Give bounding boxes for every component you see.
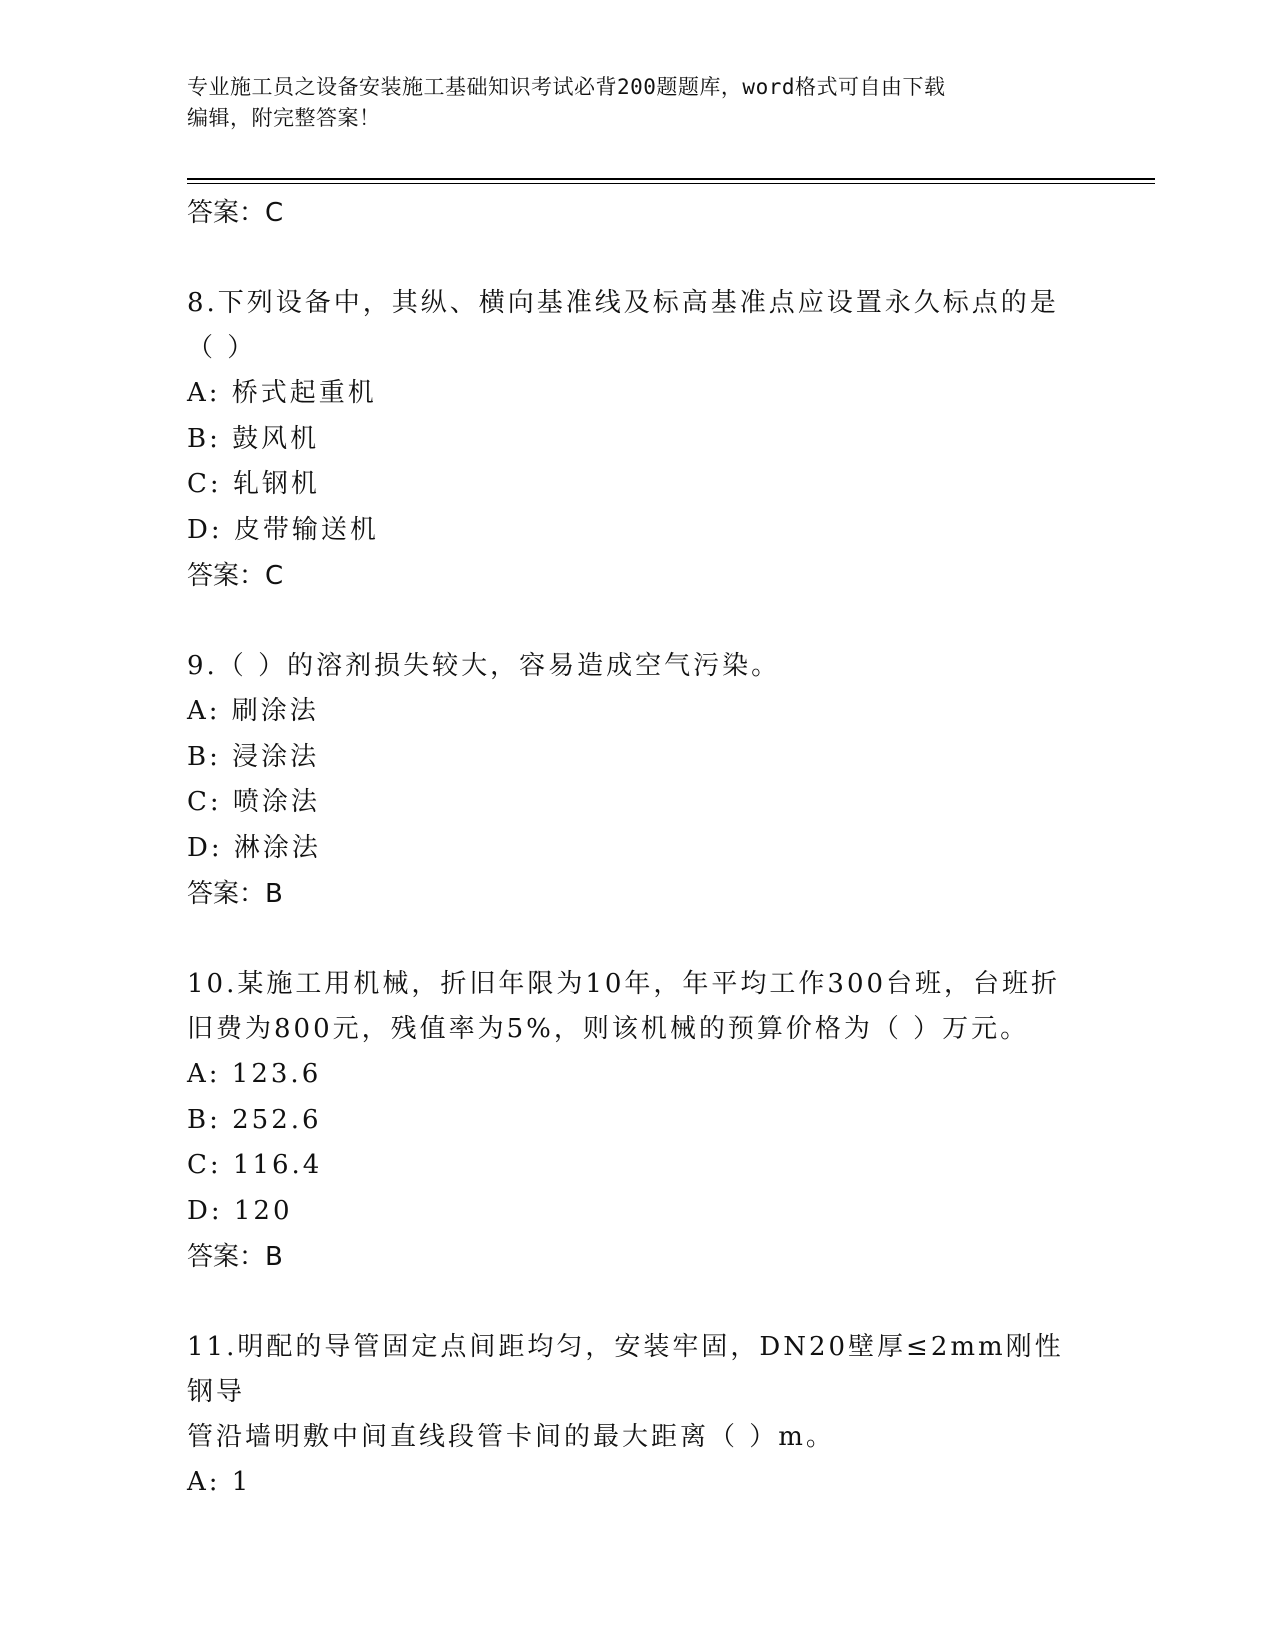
question-text-line: 9.（ ）的溶剂损失较大，容易造成空气污染。	[187, 651, 781, 681]
option-d: D: 皮带输送机	[187, 514, 379, 545]
spacer	[187, 599, 1087, 644]
document-header	[187, 72, 1087, 134]
question-block	[187, 281, 1087, 599]
question-text-line: 管沿墙明敷中间直线段管卡间的最大距离（ ）m。	[187, 1422, 835, 1452]
option-c: C: 轧钢机	[187, 469, 320, 499]
header-line-2: 编辑，附完整答案！	[187, 106, 381, 130]
question-block	[187, 962, 1087, 1280]
option-c: C: 喷涂法	[187, 787, 320, 817]
question-text-line: 11.明配的导管固定点间距均匀，安装牢固，DN20壁厚≤2mm刚性钢导	[187, 1332, 1064, 1407]
option-a: A: 刷涂法	[187, 696, 319, 726]
answer-line: 答案：C	[187, 561, 284, 591]
header-divider-thin	[187, 183, 1155, 184]
answer-line: 答案：C	[187, 198, 284, 228]
option-a: A: 桥式起重机	[187, 378, 377, 408]
option-d: D: 120	[187, 1195, 293, 1226]
header-divider-thick	[187, 178, 1155, 180]
spacer	[187, 1280, 1087, 1325]
option-b: B: 浸涂法	[187, 741, 320, 772]
option-c: C: 116.4	[187, 1150, 323, 1180]
question-text-line: 旧费为800元，残值率为5%，则该机械的预算价格为（ ）万元。	[187, 1014, 1030, 1044]
question-content	[187, 190, 1087, 1506]
spacer	[187, 917, 1087, 962]
option-b: B: 252.6	[187, 1104, 322, 1135]
answer-line: 答案：B	[187, 1242, 283, 1272]
question-text-line: （ ）	[187, 333, 257, 363]
option-a: A: 1	[187, 1467, 252, 1497]
question-text-line: 8.下列设备中，其纵、横向基准线及标高基准点应设置永久标点的是	[187, 288, 1059, 318]
question-block	[187, 644, 1087, 917]
question-block	[187, 1325, 1087, 1506]
question-text-line: 10.某施工用机械，折旧年限为10年，年平均工作300台班，台班折	[187, 969, 1061, 999]
option-b: B: 鼓风机	[187, 423, 320, 454]
answer-line: 答案：B	[187, 879, 283, 909]
spacer	[187, 236, 1087, 281]
header-line-1: 专业施工员之设备安装施工基础知识考试必背200题题库，word格式可自由下载	[187, 75, 946, 99]
option-a: A: 123.6	[187, 1059, 322, 1089]
option-d: D: 淋涂法	[187, 832, 321, 863]
